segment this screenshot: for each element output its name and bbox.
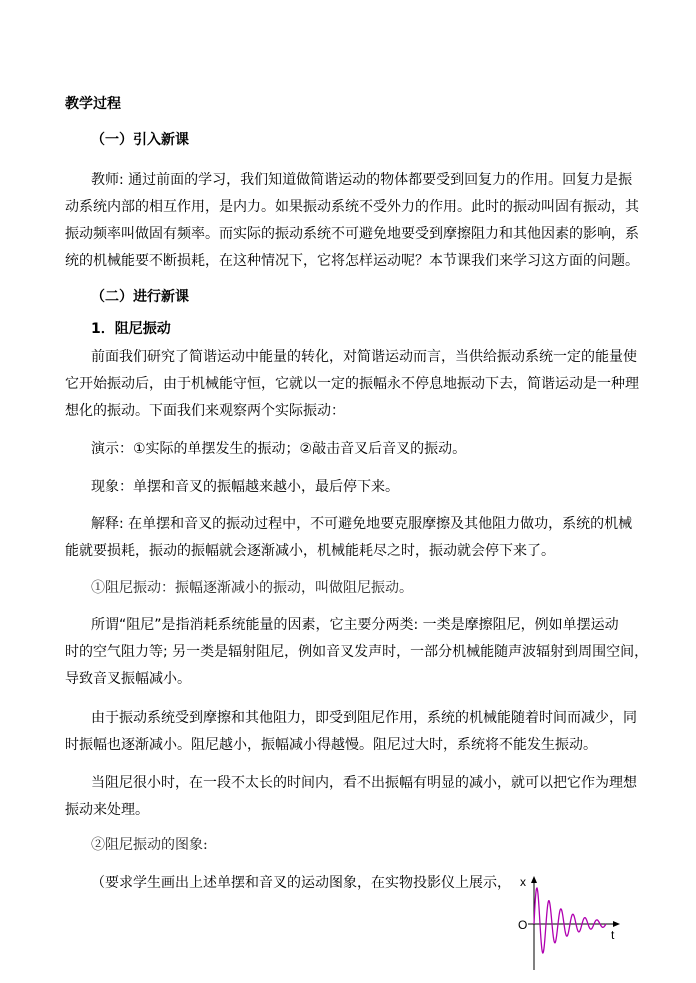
damped-curve (534, 888, 606, 953)
graph-caption: ②阻尼振动的图象: (91, 837, 208, 853)
paragraph-line: 由于振动系统受到摩擦和其他阻力，即受到阻尼作用，系统的机械能随着时间而减少，同 (91, 710, 637, 726)
paragraph-line: 振动来处理。 (65, 802, 149, 818)
demo-line: 演示：①实际的单摆发生的振动；②敲击音叉后音叉的振动。 (91, 441, 467, 457)
paragraph-line: 动系统内部的相互作用，是内力。如果振动系统不受外力的作用。此时的振动叫固有振动，其 (65, 199, 639, 215)
requirement-line: （要求学生画出上述单摆和音叉的运动图象，在实物投影仪上展示， (91, 875, 511, 891)
paragraph-line: 统的机械能要不断损耗，在这种情况下，它将怎样运动呢？本节课我们来学习这方面的问题。 (65, 253, 639, 269)
paragraph-line: 振动频率叫做固有频率。而实际的振动系统不可避免地要受到摩擦阻力和其他因素的影响，系 (65, 226, 639, 242)
paragraph-line: 时振幅也逐渐减小。阻尼越小，振幅减小得越慢。阻尼过大时，系统将不能发生振动。 (65, 737, 597, 753)
graph-svg (512, 872, 630, 972)
heading: 教学过程 (65, 96, 121, 112)
origin-label: O (518, 918, 528, 932)
paragraph-line: 导致音叉振幅减小。 (65, 671, 191, 687)
definition-damped-vibration: ①阻尼振动：振幅逐渐减小的振动，叫做阻尼振动。 (91, 580, 413, 596)
paragraph-line: 教师: 通过前面的学习，我们知道做简谐运动的物体都要受到回复力的作用。回复力是振 (91, 172, 633, 188)
x-axis-arrow (531, 876, 537, 883)
section-intro-title: （一）引入新课 (91, 132, 189, 148)
paragraph-line: 当阻尼很小时，在一段不太长的时间内，看不出振幅有明显的减小，就可以把它作为理想 (91, 775, 637, 791)
paragraph-line: 前面我们研究了简谐运动中能量的转化，对简谐运动而言，当供给振动系统一定的能量使 (91, 349, 637, 365)
x-axis-label: x (520, 875, 526, 889)
paragraph-line: 时的空气阻力等; 另一类是辐射阻尼，例如音叉发声时，一部分机械能随声波辐射到周围空间， (65, 644, 649, 660)
t-axis-label: t (611, 928, 615, 942)
section-new-title: （二）进行新课 (91, 289, 189, 305)
paragraph-line: 能就要损耗，振动的振幅就会逐渐减小，机械能耗尽之时，振动就会停下来了。 (65, 543, 555, 559)
damped-vibration-graph (512, 872, 630, 972)
paragraph-line: 解释: 在单摆和音叉的振动过程中，不可避免地要克服摩擦及其他阻力做功，系统的机械 (91, 516, 633, 532)
paragraph-line: 所谓“阻尼”是指消耗系统能量的因素，它主要分两类: 一类是摩擦阻尼，例如单摆运动 (91, 617, 619, 633)
phenomenon-line: 现象：单摆和音叉的振幅越来越小，最后停下来。 (91, 479, 399, 495)
subsection-title: 1．阻尼振动 (91, 321, 171, 337)
t-axis-arrow (613, 921, 620, 927)
paragraph-line: 想化的振动。下面我们来观察两个实际振动： (65, 403, 345, 419)
paragraph-line: 它开始振动后，由于机械能守恒，它就以一定的振幅永不停息地振动下去，简谐运动是一种理 (65, 376, 639, 392)
